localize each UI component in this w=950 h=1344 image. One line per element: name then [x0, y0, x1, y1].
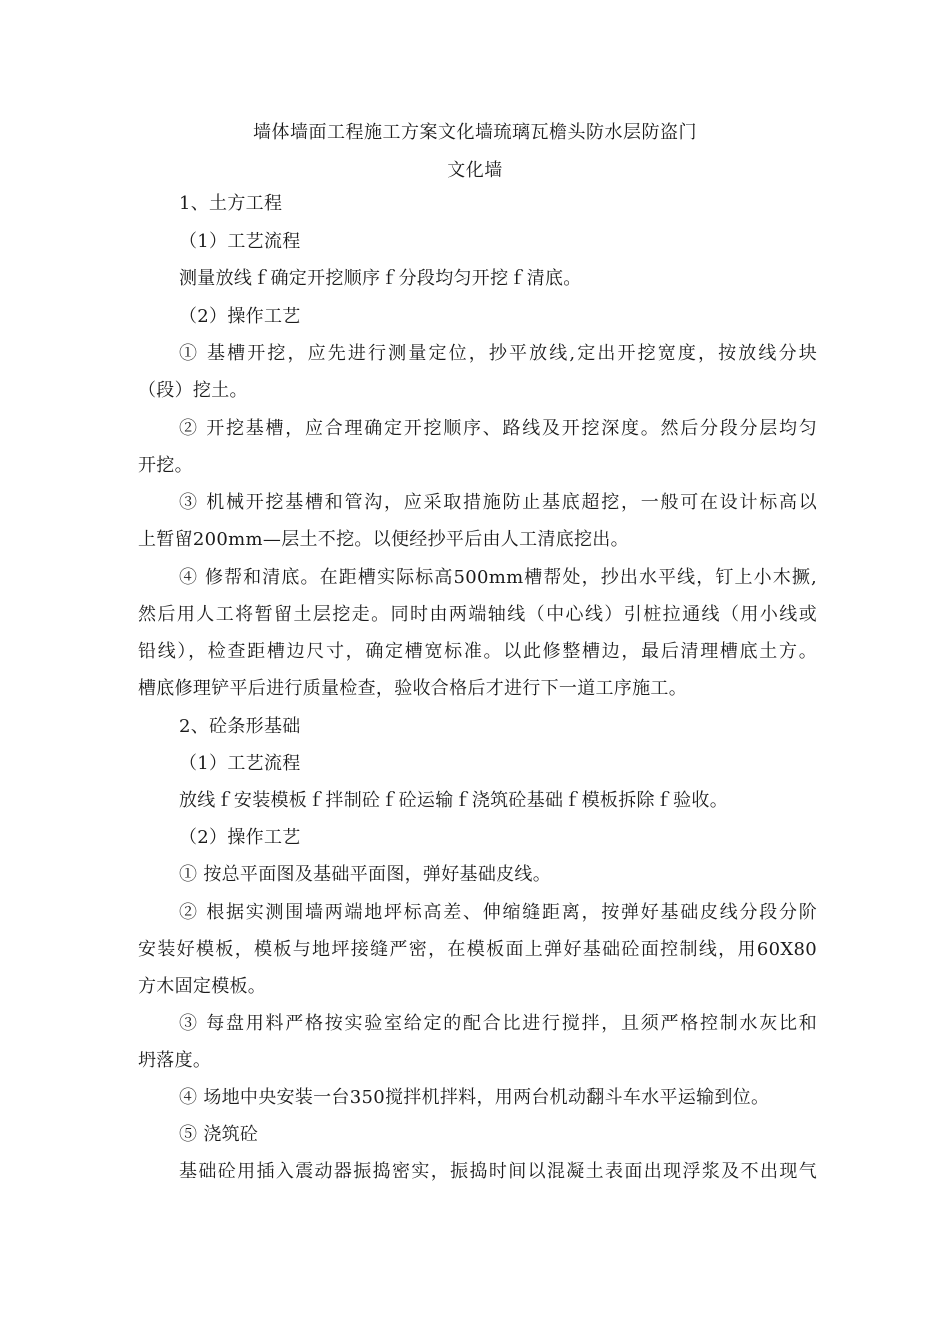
paragraph-line: ③ 每盘用料严格按实验室给定的配合比进行搅拌，且须严格控制水灰比和: [179, 1013, 817, 1034]
paragraph-line: ① 基槽开挖，应先进行测量定位，抄平放线,定出开挖宽度，按放线分块: [179, 343, 817, 364]
paragraph-line: 测量放线ｆ确定开挖顺序ｆ分段均匀开挖ｆ清底。: [179, 268, 582, 289]
paragraph-line: ① 按总平面图及基础平面图，弹好基础皮线。: [179, 864, 552, 885]
section-heading-earthwork: 1、土方工程: [179, 193, 283, 214]
paragraph-line: 基础砼用插入震动器振捣密实，振捣时间以混凝土表面出现浮浆及不出现气: [179, 1161, 817, 1182]
paragraph-line: ② 开挖基槽，应合理确定开挖顺序、路线及开挖深度。然后分段分层均匀: [179, 418, 817, 439]
paragraph-line: 安装好模板，模板与地坪接缝严密，在模板面上弹好基础砼面控制线，用60X80: [138, 939, 817, 960]
subheading-process-flow: （1）工艺流程: [179, 753, 301, 774]
section-heading-foundation: 2、砼条形基础: [179, 716, 301, 737]
paragraph-line: ③ 机械开挖基槽和管沟，应采取措施防止基底超挖，一般可在设计标高以: [179, 492, 817, 513]
subheading-process-flow: （1）工艺流程: [179, 231, 301, 252]
paragraph-line: 铅线），检查距槽边尺寸，确定槽宽标准。以此修整槽边，最后清理槽底土方。: [138, 641, 817, 662]
document-title: 墙体墙面工程施工方案文化墙琉璃瓦檐头防水层防盗门: [253, 122, 697, 143]
paragraph-line: ⑤ 浇筑砼: [179, 1124, 259, 1145]
paragraph-line: 然后用人工将暂留土层挖走。同时由两端轴线（中心线）引桩拉通线（用小线或: [138, 604, 817, 625]
paragraph-line: 方木固定模板。: [138, 976, 267, 997]
paragraph-line: 放线ｆ安装模板ｆ拌制砼ｆ砼运输ｆ浇筑砼基础ｆ模板拆除ｆ验收。: [179, 790, 728, 811]
paragraph-line: 槽底修理铲平后进行质量检查，验收合格后才进行下一道工序施工。: [138, 678, 687, 699]
paragraph-line: （段）挖土。: [138, 380, 248, 401]
paragraph-line: 坍落度。: [138, 1050, 212, 1071]
paragraph-line: ④ 场地中央安装一台350搅拌机拌料，用两台机动翻斗车水平运输到位。: [179, 1087, 770, 1108]
paragraph-line: ② 根据实测围墙两端地坪标高差、伸缩缝距离，按弹好基础皮线分段分阶: [179, 902, 817, 923]
document-subtitle: 文化墙: [447, 160, 503, 181]
subheading-operation: （2）操作工艺: [179, 306, 301, 327]
paragraph-line: ④ 修帮和清底。在距槽实际标高500mm槽帮处，抄出水平线，钉上小木撅,: [179, 567, 817, 588]
paragraph-line: 开挖。: [138, 455, 193, 476]
subheading-operation: （2）操作工艺: [179, 827, 301, 848]
paragraph-line: 上暂留200mm—层土不挖。以便经抄平后由人工清底挖出。: [138, 529, 629, 550]
